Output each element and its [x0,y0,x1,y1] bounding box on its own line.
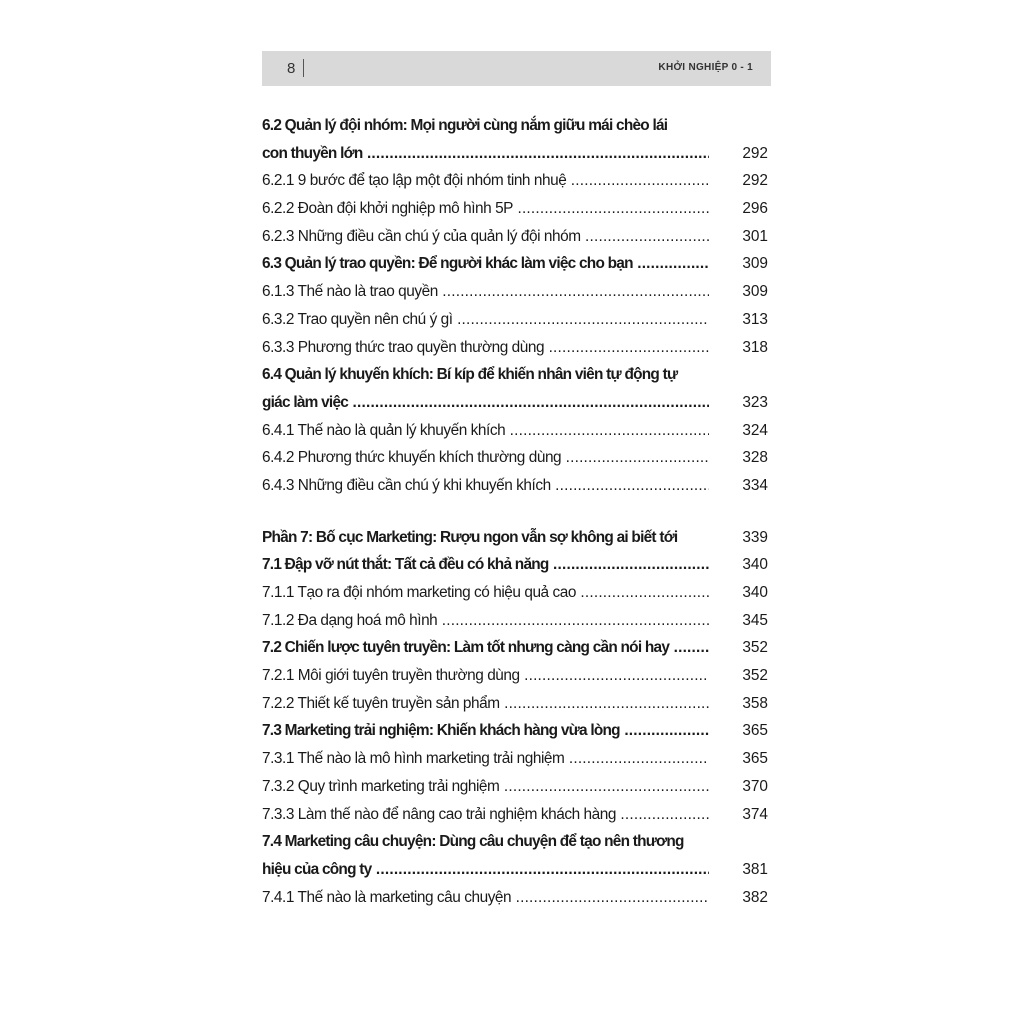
toc-entry [262,856,772,884]
toc-entry-title: 6.2.2 Đoàn đội khởi nghiệp mô hình 5P ..... [262,195,709,223]
toc-entry [262,884,772,912]
toc-entry-title: 6.4 Quản lý khuyến khích: Bí kíp để khiến nhân viên tự động tự [262,366,678,384]
toc-entry [262,524,772,552]
toc-entry-page: 370 [742,777,768,795]
page-number: 8 [287,60,296,77]
toc-entry-title: 6.4.2 Phương thức khuyến khích thường dùng ..... [262,444,709,472]
toc-entry [262,828,772,856]
section-gap [262,500,772,524]
toc-entry [262,112,772,140]
toc-entry-title: con thuyền lớn ..... [262,140,709,168]
toc-entry-title: 7.2 Chiến lược tuyên truyền: Làm tốt nhưng càng cần nói hay ..... [262,634,709,662]
toc-entry-page: 339 [742,528,768,546]
toc-entry-title: 6.2.3 Những điều cần chú ý của quản lý đội nhóm ..... [262,223,709,251]
toc-entry-page: 345 [742,611,768,629]
toc-entry-title: 7.3.1 Thế nào là mô hình marketing trải nghiệm ..... [262,745,709,773]
toc-entry [262,472,772,500]
toc-entry-page: 358 [742,694,768,712]
toc-entry-title: 7.1 Đập vỡ nút thắt: Tất cả đều có khả năng ..... [262,551,709,579]
toc-entry [262,167,772,195]
toc-entry [262,250,772,278]
toc-entry-title: 6.3.3 Phương thức trao quyền thường dùng ..... [262,334,709,362]
toc-entry-page: 296 [742,200,768,218]
toc-entry-page: 340 [742,556,768,574]
toc-entry-title: 6.4.1 Thế nào là quản lý khuyến khích ..... [262,417,709,445]
toc-entry-title: 6.4.3 Những điều cần chú ý khi khuyến khích ..... [262,472,709,500]
toc-entry-page: 352 [742,667,768,685]
toc-entry [262,361,772,389]
toc-entry-page: 334 [742,476,768,494]
toc-section-part-7 [262,524,772,912]
toc-entry [262,773,772,801]
toc-entry-title: 7.4 Marketing câu chuyện: Dùng câu chuyện để tạo nên thương [262,833,684,851]
toc-entry-page: 323 [742,393,768,411]
toc-entry-title: 6.2 Quản lý đội nhóm: Mọi người cùng nắm giữu mái chèo lái [262,117,668,134]
toc-entry [262,417,772,445]
toc-entry [262,634,772,662]
toc-entry-title: hiệu của công ty ..... [262,856,709,884]
toc-entry-page: 328 [742,449,768,467]
toc-entry [262,607,772,635]
toc-entry-page: 381 [742,860,768,878]
toc-entry [262,195,772,223]
toc-entry-title: 7.3 Marketing trải nghiệm: Khiến khách hàng vừa lòng ..... [262,717,709,745]
toc-entry [262,579,772,607]
toc-entry-title: 6.2.1 9 bước để tạo lập một đội nhóm tinh nhuệ ..... [262,167,709,195]
toc-entry-page: 382 [742,888,768,906]
table-of-contents [262,112,772,911]
toc-entry [262,444,772,472]
toc-entry [262,690,772,718]
header-divider [303,59,304,77]
toc-entry [262,745,772,773]
toc-entry-page: 365 [742,750,768,768]
running-title: KHỞI NGHIỆP 0 - 1 [658,62,753,73]
toc-entry-title: 7.2.2 Thiết kế tuyên truyền sản phẩm ..... [262,690,709,718]
toc-entry [262,306,772,334]
toc-entry-title: 6.1.3 Thế nào là trao quyền ..... [262,278,709,306]
toc-entry-title: Phần 7: Bố cục Marketing: Rượu ngon vẫn sợ không ai biết tới [262,528,678,546]
toc-entry-page: 365 [742,722,768,740]
toc-entry-title: 7.4.1 Thế nào là marketing câu chuyện ..... [262,884,709,912]
toc-entry-title: 7.2.1 Môi giới tuyên truyền thường dùng ..... [262,662,709,690]
toc-entry [262,389,772,417]
toc-entry-page: 340 [742,584,768,601]
toc-entry-page: 313 [742,310,768,328]
toc-entry [262,801,772,829]
toc-entry [262,662,772,690]
toc-entry [262,278,772,306]
toc-entry-page: 309 [742,255,768,273]
toc-entry-page: 324 [742,421,768,439]
toc-entry-title: 6.3.2 Trao quyền nên chú ý gì ..... [262,306,709,334]
toc-entry-page: 374 [742,805,768,823]
toc-entry-title: giác làm việc ..... [262,389,709,417]
toc-entry-page: 309 [742,283,768,301]
toc-section-part-6 [262,112,772,500]
toc-entry-page: 292 [742,144,768,162]
toc-entry [262,140,772,168]
toc-entry [262,551,772,579]
toc-entry-page: 292 [742,172,768,190]
toc-entry [262,717,772,745]
page-header [262,51,771,86]
toc-entry [262,223,772,251]
toc-entry-page: 301 [742,227,768,245]
toc-entry-title: 7.3.3 Làm thế nào để nâng cao trải nghiệm khách hàng ..... [262,801,709,829]
toc-entry-title: 7.1.2 Đa dạng hoá mô hình ..... [262,607,709,635]
toc-entry [262,334,772,362]
toc-entry-title: 7.1.1 Tạo ra đội nhóm marketing có hiệu quả cao ..... [262,579,709,607]
toc-entry-title: 7.3.2 Quy trình marketing trải nghiệm ..... [262,773,709,801]
toc-entry-title: 6.3 Quản lý trao quyền: Để người khác làm việc cho bạn ..... [262,250,709,278]
toc-entry-page: 318 [742,338,768,356]
toc-entry-page: 352 [742,639,768,657]
